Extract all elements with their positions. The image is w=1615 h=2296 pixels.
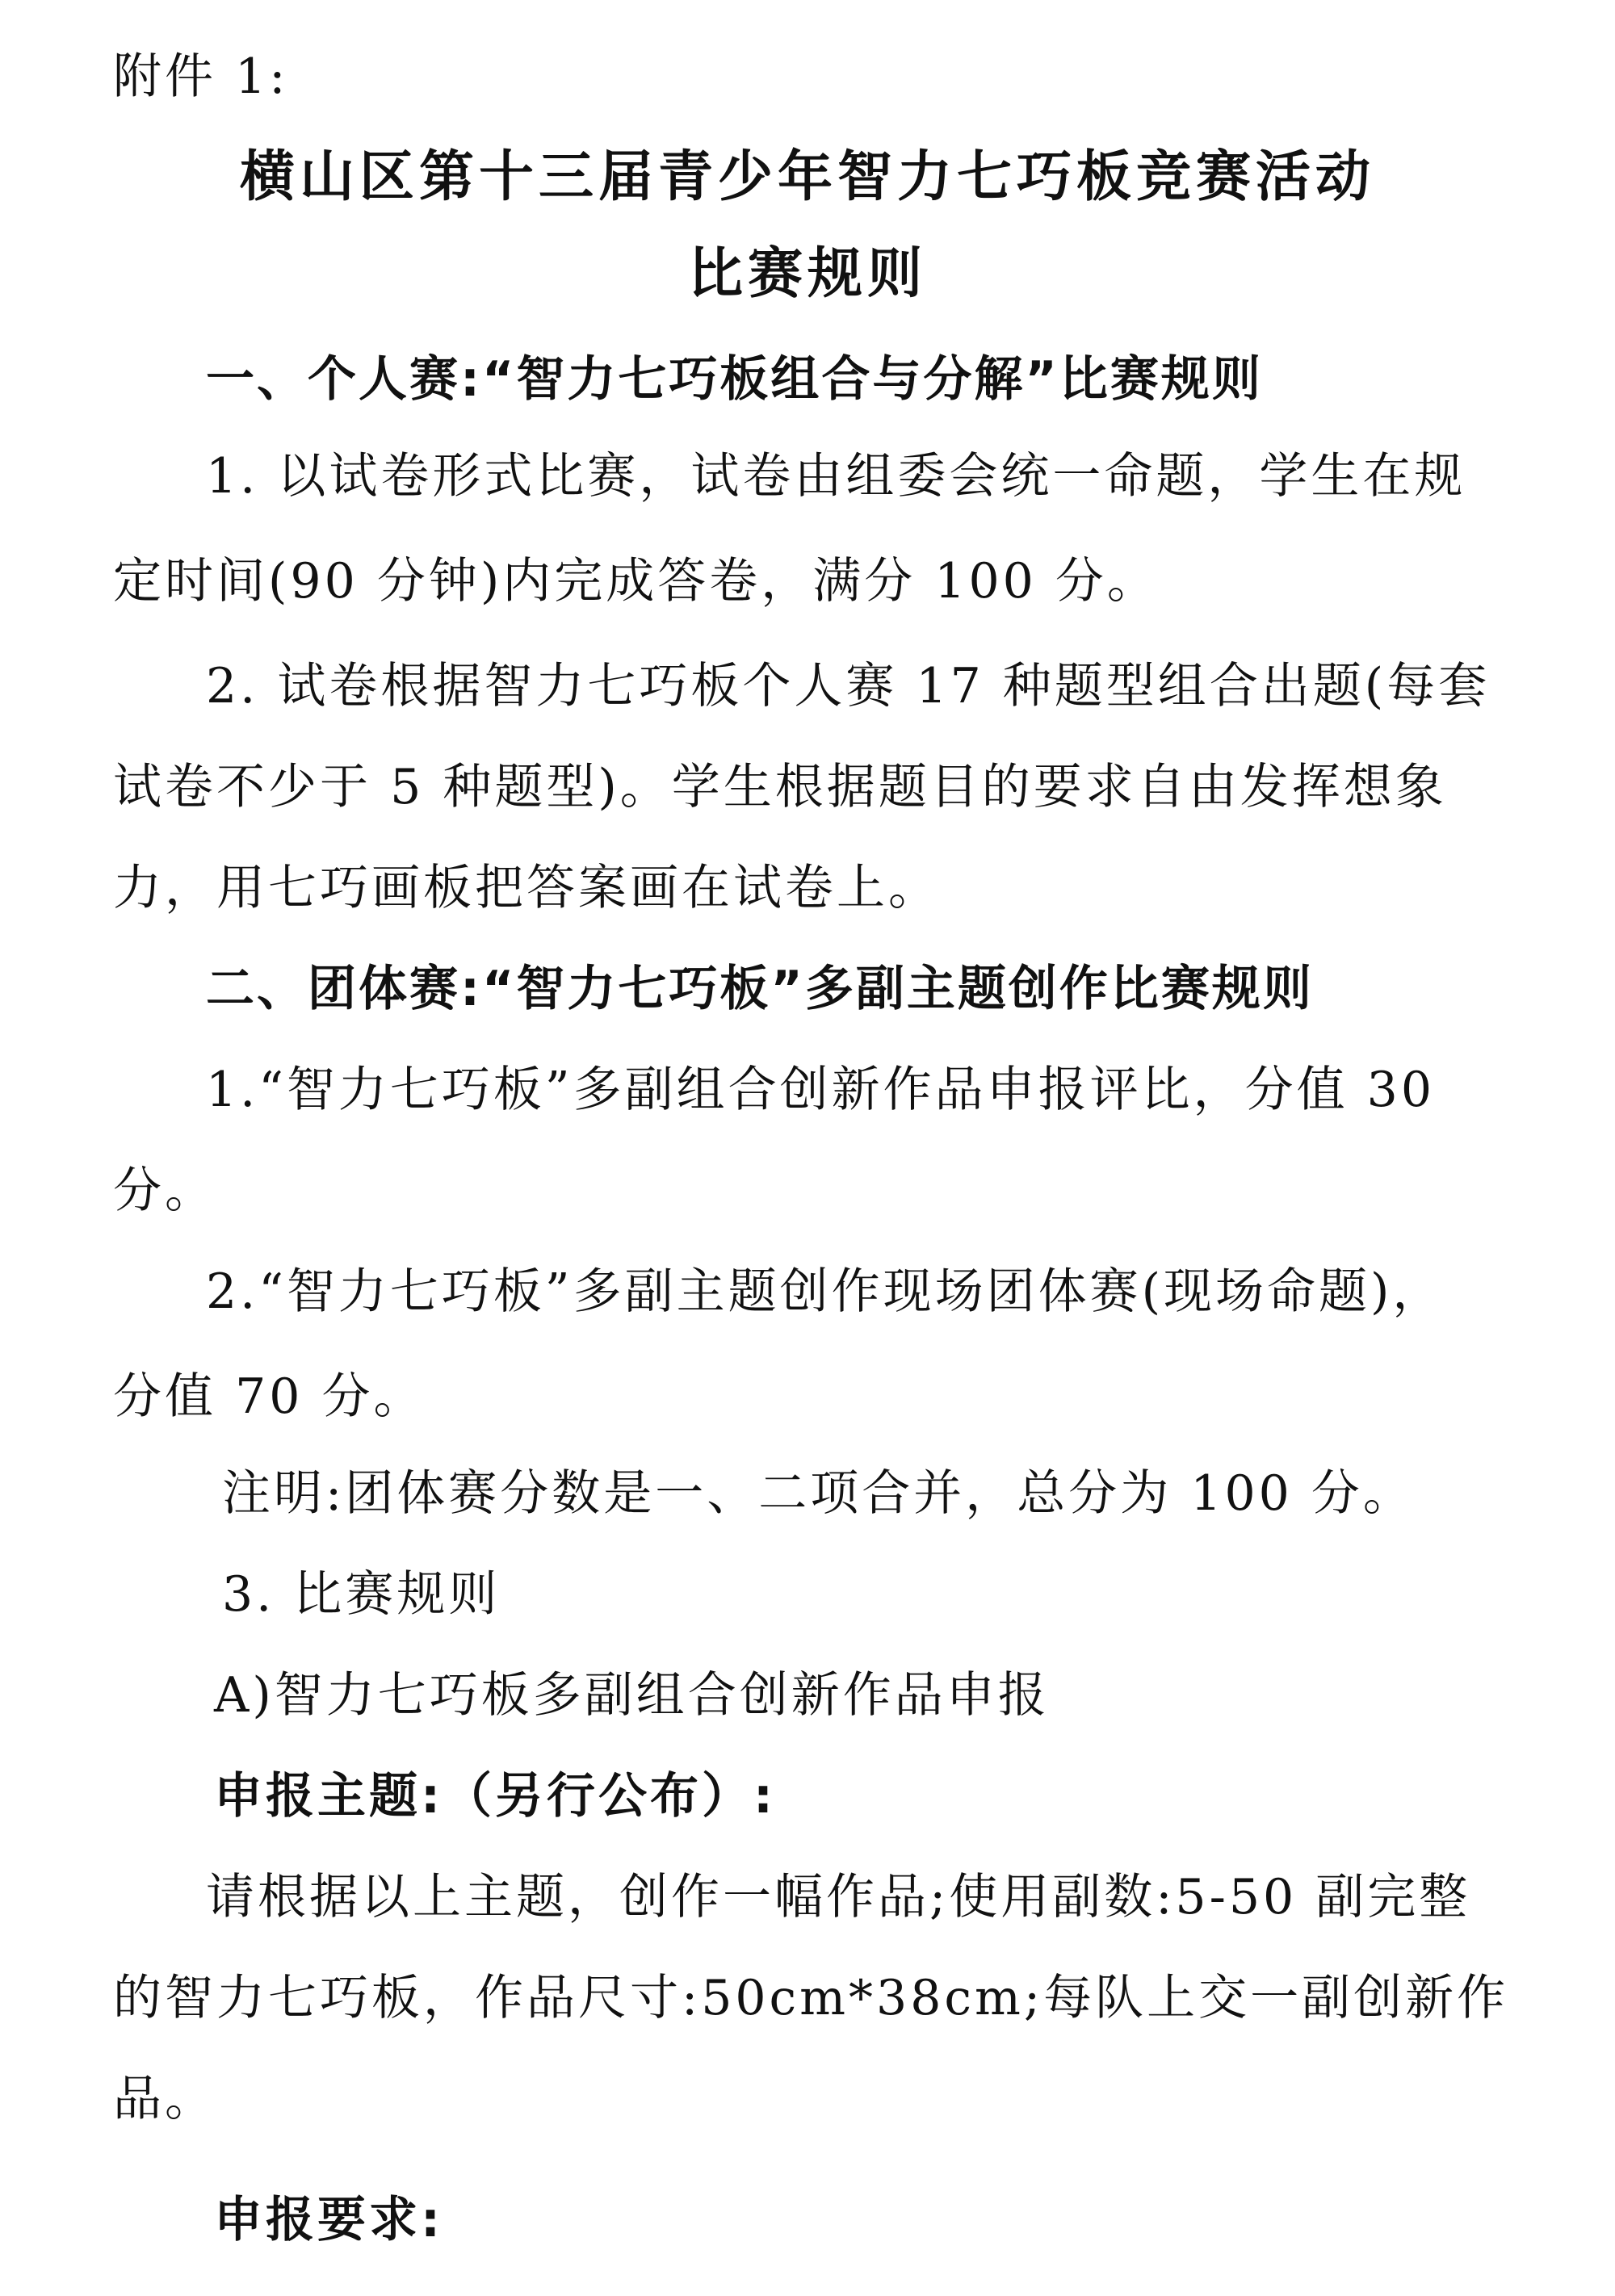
document-title-line-2: 比赛规则: [687, 242, 927, 306]
section-1-item-2-line-3: 力，用七巧画板把答案画在试卷上。: [113, 860, 940, 916]
attachment-label: 附件 1:: [113, 48, 289, 105]
subheading-theme: 申报主题:（另行公布）:: [214, 1768, 776, 1825]
section-1-item-2-line-1: 2. 试卷根据智力七巧板个人赛 17 种题型组合出题(每套: [206, 658, 1491, 714]
section-2-item-2-line-2: 分值 70 分。: [113, 1368, 426, 1425]
section-2-item-3-a: A)智力七巧板多副组合创新作品申报: [214, 1667, 1050, 1724]
section-1-item-1-line-1: 1. 以试卷形式比赛，试卷由组委会统一命题，学生在规: [206, 448, 1466, 505]
section-1-item-1-line-2: 定时间(90 分钟)内完成答卷，满分 100 分。: [113, 553, 1159, 610]
theme-paragraph-line-3: 品。: [113, 2071, 216, 2127]
theme-paragraph-line-1: 请根据以上主题，创作一幅作品;使用副数:5-50 副完整: [206, 1869, 1471, 1925]
section-2-item-1-line-1: 1.“智力七巧板”多副组合创新作品申报评比，分值 30: [206, 1062, 1436, 1118]
section-2-item-2-line-1: 2.“智力七巧板”多副主题创作现场团体赛(现场命题)，: [206, 1263, 1445, 1320]
document-title-line-1: 横山区第十三届青少年智力七巧板竞赛活动: [239, 145, 1375, 209]
section-1-heading: 一、个人赛:“智力七巧板组合与分解”比赛规则: [206, 351, 1263, 408]
section-2-item-1-line-2: 分。: [113, 1163, 216, 1219]
section-1-item-2-line-2: 试卷不少于 5 种题型)。学生根据题目的要求自由发挥想象: [113, 759, 1447, 815]
theme-paragraph-line-2: 的智力七巧板，作品尺寸:50cm*38cm;每队上交一副创新作: [113, 1970, 1509, 2026]
section-2-heading: 二、团体赛:“智力七巧板”多副主题创作比赛规则: [206, 961, 1314, 1017]
section-2-note: 注明:团体赛分数是一、二项合并，总分为 100 分。: [222, 1465, 1415, 1522]
section-2-item-3: 3. 比赛规则: [222, 1566, 501, 1623]
subheading-requirements: 申报要求:: [214, 2192, 443, 2248]
